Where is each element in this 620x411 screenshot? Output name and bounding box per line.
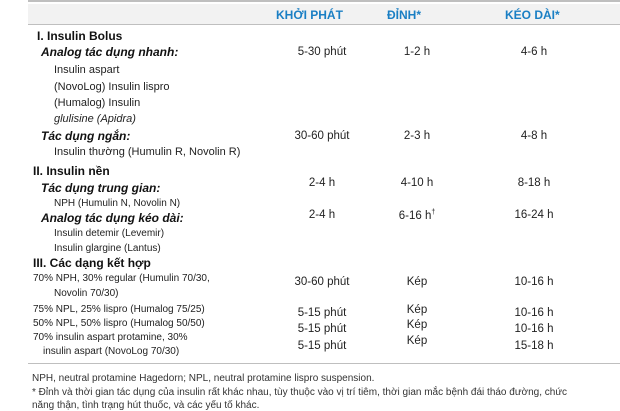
long-name-line: Insulin glargine (Lantus) [54, 243, 161, 254]
long-duration: 16-24 h [514, 209, 554, 221]
mixed-peak: Kép [406, 335, 428, 347]
rapid-name-line: glulisine (Apidra) [54, 113, 136, 125]
header-peak: ĐỈNH* [387, 8, 422, 22]
header-onset: KHỞI PHÁT [276, 8, 343, 22]
section-title-bolus: I. Insulin Bolus [37, 29, 123, 43]
short-name: Insulin thường (Humulin R, Novolin R) [54, 146, 241, 158]
mixed-item-line: 70% insulin aspart protamine, 30% [33, 332, 188, 343]
dagger-mark: † [431, 209, 436, 216]
mixed-duration: 15-18 h [514, 340, 554, 352]
short-onset: 30-60 phút [294, 130, 350, 142]
rapid-onset: 5-30 phút [297, 46, 347, 58]
mixed-item-line: 75% NPL, 25% lispro (Humalog 75/25) [33, 304, 205, 315]
mixed-peak: Kép [406, 276, 428, 288]
footnote-asterisk: * Đỉnh và thời gian tác dụng của insulin rất khác nhau, tùy thuộc vào vị trí tiêm, thời gian mắc bệnh đái tháo đường, chức [32, 387, 568, 398]
section-title-basal: II. Insulin nền [33, 164, 110, 178]
mixed-onset: 5-15 phút [297, 307, 347, 319]
long-name-line: Insulin detemir (Levemir) [54, 228, 165, 239]
rapid-name-line: (NovoLog) Insulin lispro [54, 81, 170, 93]
mixed-duration: 10-16 h [514, 307, 554, 319]
footnote-abbreviations: NPH, neutral protamine Hagedorn; NPL, neutral protamine lispro suspension. [32, 373, 375, 384]
mixed-duration: 10-16 h [514, 323, 554, 335]
intermediate-onset: 2-4 h [308, 177, 336, 189]
mixed-peak: Kép [406, 319, 428, 331]
footnote-asterisk-cont: năng thận, tình trạng hút thuốc, và các yếu tố khác. [32, 400, 260, 411]
long-onset: 2-4 h [308, 209, 336, 221]
mixed-onset: 5-15 phút [297, 340, 347, 352]
mixed-item-line: insulin aspart (NovoLog 70/30) [43, 346, 180, 357]
intermediate-name: NPH (Humulin N, Novolin N) [54, 198, 181, 209]
mixed-item-line: Novolin 70/30) [54, 288, 119, 299]
subsection-short: Tác dụng ngắn: [41, 129, 131, 143]
header-duration: KÉO DÀI* [505, 8, 560, 22]
short-peak: 2-3 h [403, 130, 431, 142]
rapid-peak: 1-2 h [403, 46, 431, 58]
long-peak: 6-16 h† [398, 209, 436, 222]
subsection-long: Analog tác dụng kéo dài: [41, 211, 184, 225]
table-top-border [28, 0, 620, 2]
mixed-item-line: 50% NPL, 50% lispro (Humalog 50/50) [33, 318, 205, 329]
intermediate-peak: 4-10 h [400, 177, 434, 189]
rapid-duration: 4-6 h [520, 46, 548, 58]
mixed-onset: 5-15 phút [297, 323, 347, 335]
mixed-onset: 30-60 phút [294, 276, 350, 288]
rapid-name-line: (Humalog) Insulin [54, 97, 141, 109]
mixed-duration: 10-16 h [514, 276, 554, 288]
subsection-intermediate: Tác dụng trung gian: [41, 181, 161, 195]
short-duration: 4-8 h [520, 130, 548, 142]
section-title-mixed: III. Các dạng kết hợp [33, 256, 151, 270]
mixed-item-line: 70% NPH, 30% regular (Humulin 70/30, [33, 273, 210, 284]
footnote-divider [28, 363, 620, 364]
header-divider [28, 24, 620, 25]
mixed-peak: Kép [406, 304, 428, 316]
subsection-rapid: Analog tác dụng nhanh: [41, 45, 179, 59]
rapid-name-line: Insulin aspart [54, 64, 120, 76]
intermediate-duration: 8-18 h [517, 177, 551, 189]
